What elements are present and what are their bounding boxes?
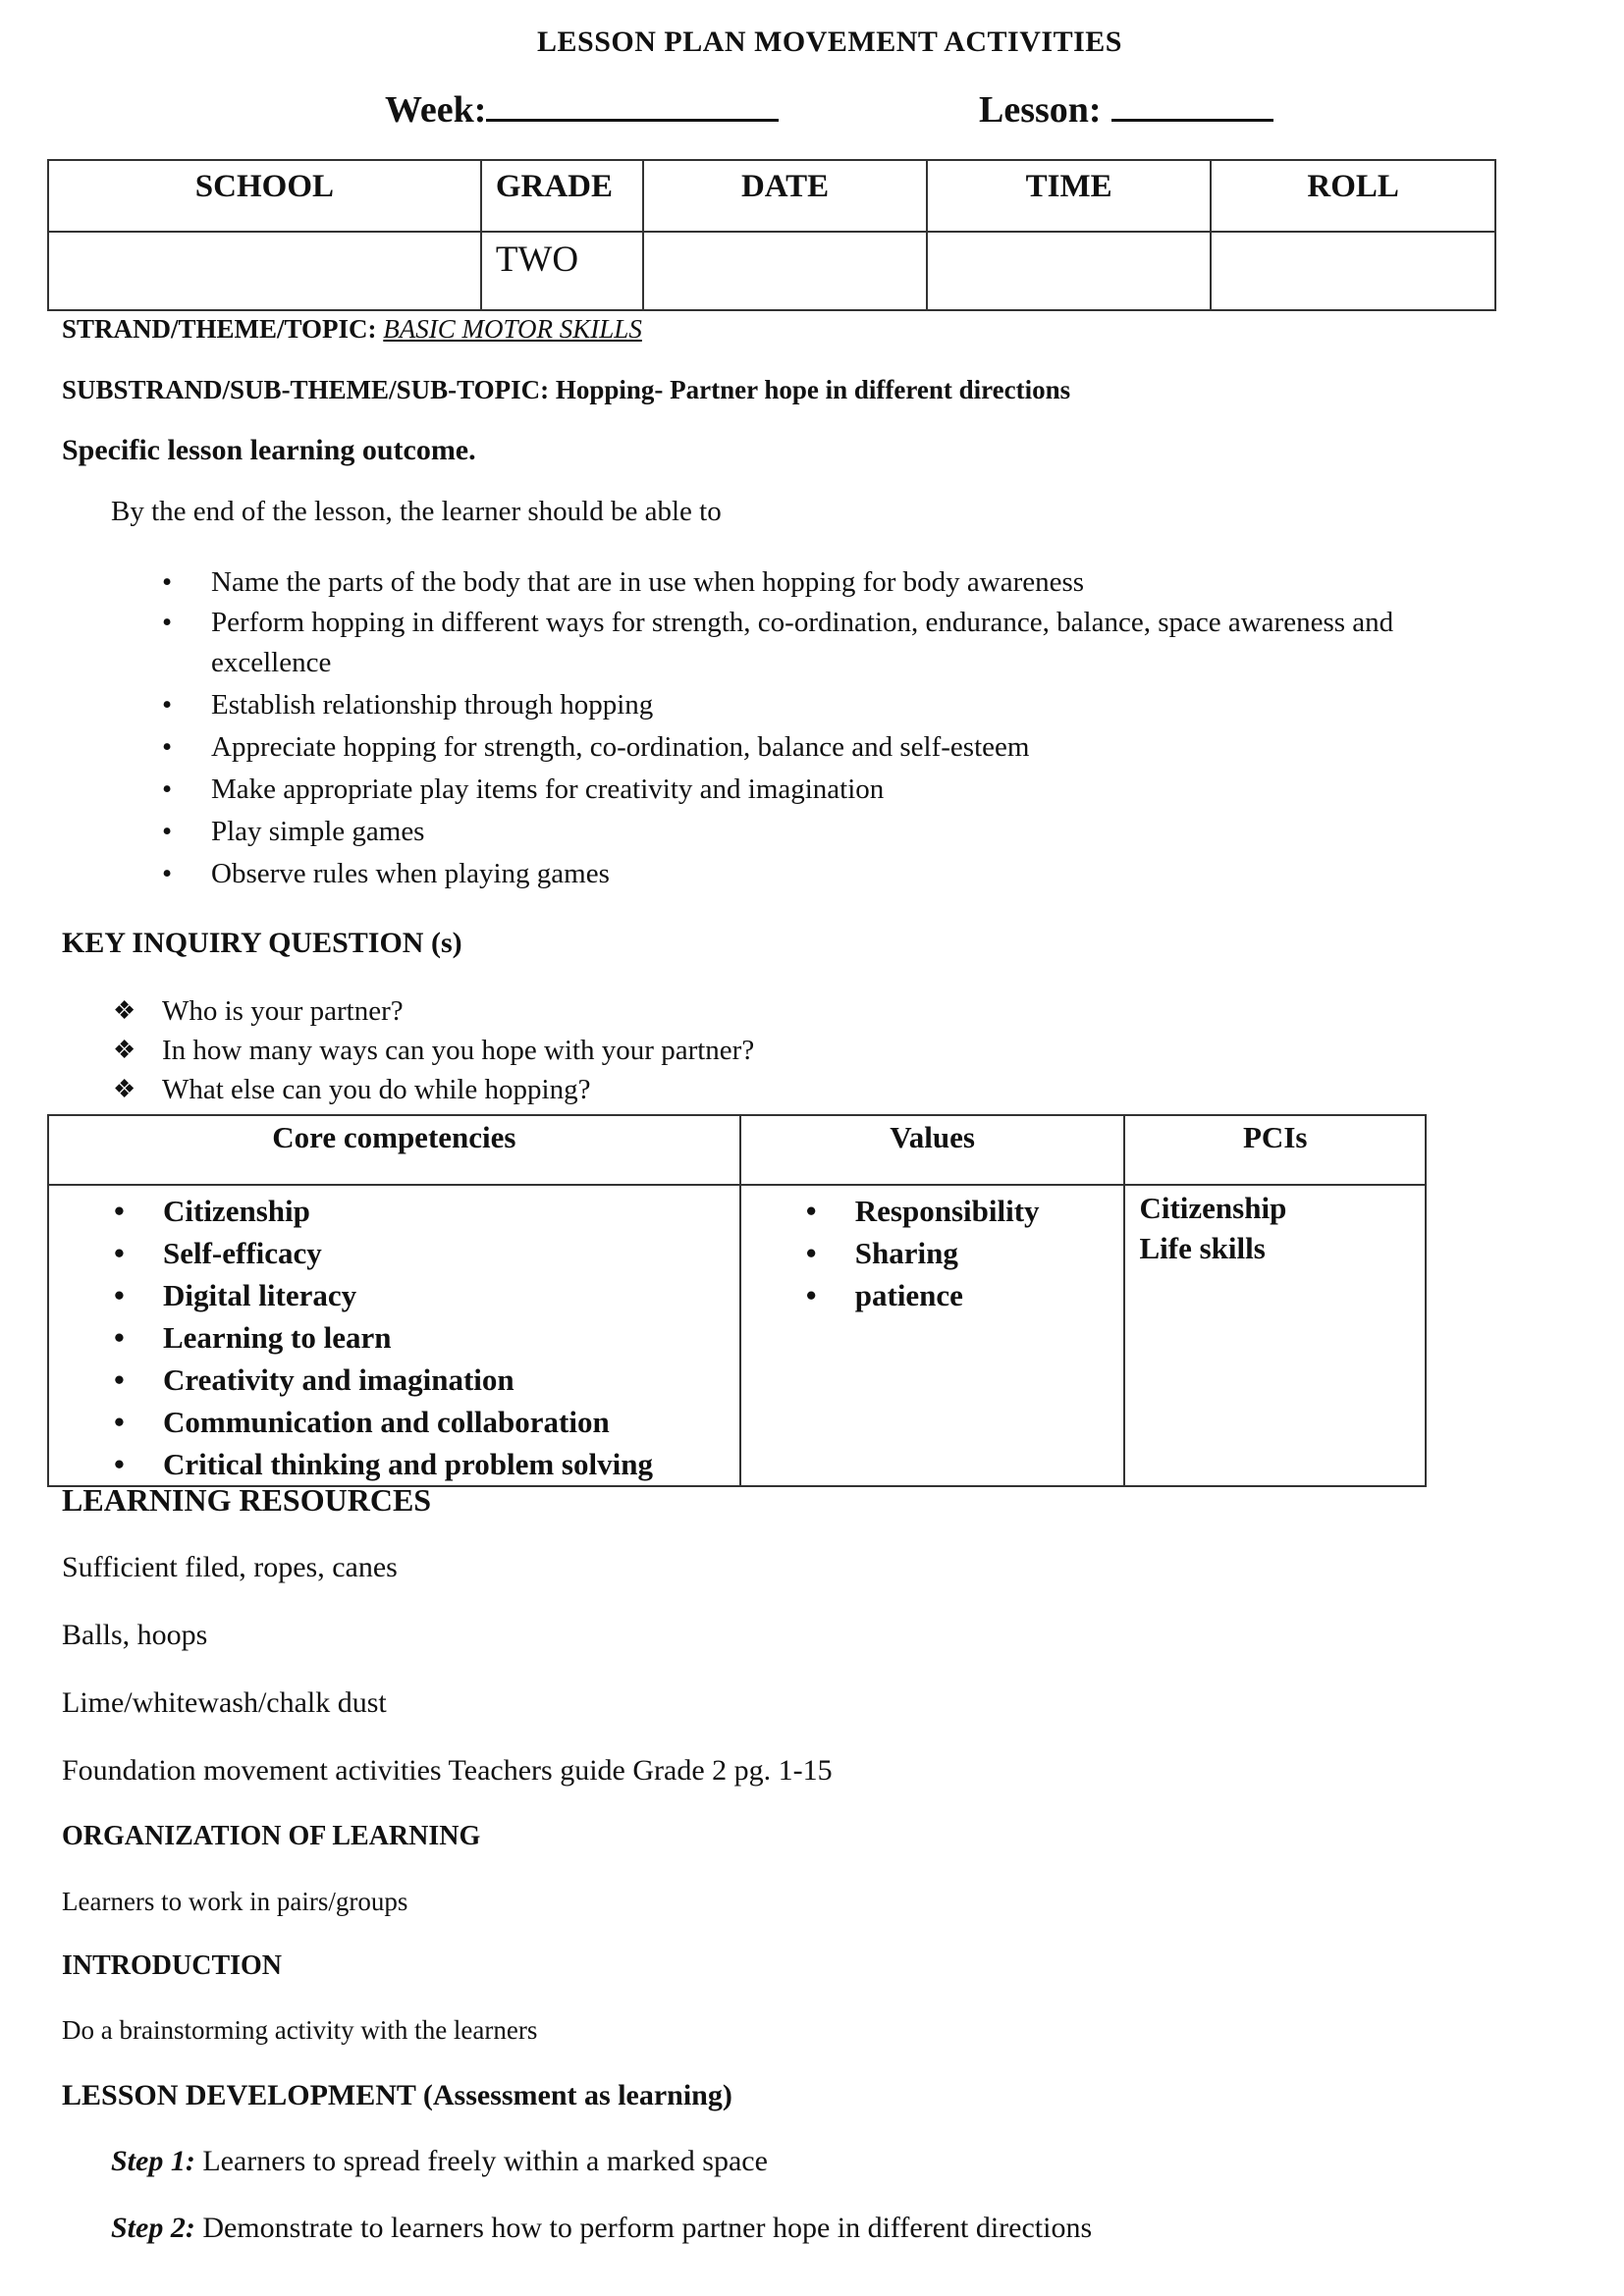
cell-roll [1211, 232, 1495, 310]
outcome-heading: Specific lesson learning outcome. [62, 434, 476, 466]
core-item: • Learning to learn [114, 1316, 739, 1359]
organization-heading: ORGANIZATION OF LEARNING [62, 1821, 481, 1851]
pcis-cell [1124, 1185, 1426, 1486]
value-item: • Sharing [806, 1232, 1124, 1274]
col-roll: ROLL [1211, 160, 1495, 232]
resource-item: Lime/whitewash/chalk dust [62, 1686, 387, 1719]
core-item: • Communication and collaboration [114, 1401, 739, 1443]
competency-table-body [48, 1185, 1426, 1486]
kiq-text: In how many ways can you hope with your partner? [162, 1035, 755, 1066]
cell-school [48, 232, 481, 310]
core-item: • Self-efficacy [114, 1232, 739, 1274]
cell-grade: TWO [481, 232, 643, 310]
header-table-head [48, 160, 1495, 232]
page-title: LESSON PLAN MOVEMENT ACTIVITIES [537, 26, 1122, 58]
diamond-bullet-icon: ❖ [113, 1075, 136, 1103]
outcome-item: • Play simple games [162, 812, 1488, 852]
substrand-value: Hopping- Partner hope in different directions [555, 375, 1071, 404]
header-table-row [48, 232, 1495, 310]
outcome-item: • Perform hopping in different ways for strength, co-ordination, endurance, balance, space awareness and excellence [162, 603, 1488, 683]
kiq-list [113, 991, 1389, 1109]
lesson-label: Lesson: [979, 89, 1102, 131]
step-2 [111, 2212, 1092, 2245]
outcome-item: • Appreciate hopping for strength, co-ordination, balance and self-esteem [162, 727, 1488, 768]
core-cell [48, 1185, 740, 1486]
organization-text: Learners to work in pairs/groups [62, 1887, 408, 1916]
step-label: Step 1: [111, 2145, 195, 2177]
core-item: • Critical thinking and problem solving [114, 1443, 739, 1485]
col-grade: GRADE [481, 160, 643, 232]
value-item: • Responsibility [806, 1190, 1124, 1232]
strand-label: STRAND/THEME/TOPIC: [62, 314, 377, 344]
core-header: Core competencies [48, 1115, 740, 1185]
outcomes-list [162, 562, 1488, 894]
outcome-item: • Make appropriate play items for creativity and imagination [162, 770, 1488, 810]
step-text: Demonstrate to learners how to perform partner hope in different directions [202, 2212, 1093, 2244]
introduction-heading: INTRODUCTION [62, 1950, 283, 1981]
outcome-intro: By the end of the lesson, the learner should be able to [111, 496, 722, 527]
resource-item: Balls, hoops [62, 1619, 208, 1651]
strand-line [62, 314, 642, 345]
cell-date [643, 232, 927, 310]
lesson-blank [1111, 119, 1273, 122]
value-item: • patience [806, 1274, 1124, 1316]
values-list [806, 1190, 1124, 1316]
outcome-item: • Establish relationship through hopping [162, 685, 1488, 725]
cell-time [927, 232, 1212, 310]
core-list [114, 1190, 739, 1485]
week-field [385, 88, 779, 132]
pci-item: Life skills [1139, 1231, 1266, 1265]
core-item: • Creativity and imagination [114, 1359, 739, 1401]
pcis-header: PCIs [1124, 1115, 1426, 1185]
core-item: • Citizenship [114, 1190, 739, 1232]
resources-heading: LEARNING RESOURCES [62, 1482, 432, 1518]
diamond-bullet-icon: ❖ [113, 1036, 136, 1064]
resource-item: Foundation movement activities Teachers guide Grade 2 pg. 1-15 [62, 1754, 833, 1787]
diamond-bullet-icon: ❖ [113, 996, 136, 1025]
kiq-text: Who is your partner? [162, 995, 404, 1027]
competency-table [47, 1114, 1427, 1487]
competency-table-head [48, 1115, 1426, 1185]
kiq-item [113, 1070, 1389, 1109]
introduction-text: Do a brainstorming activity with the learners [62, 2015, 538, 2045]
kiq-text: What else can you do while hopping? [162, 1074, 591, 1105]
resource-item: Sufficient filed, ropes, canes [62, 1551, 398, 1583]
outcome-item: • Name the parts of the body that are in use when hopping for body awareness [162, 562, 1488, 603]
step-label: Step 2: [111, 2212, 195, 2244]
development-heading: LESSON DEVELOPMENT (Assessment as learning) [62, 2079, 732, 2111]
kiq-item [113, 991, 1389, 1031]
pci-item: Citizenship [1139, 1191, 1287, 1225]
kiq-heading: KEY INQUIRY QUESTION (s) [62, 927, 462, 959]
values-header: Values [740, 1115, 1125, 1185]
values-cell [740, 1185, 1125, 1486]
week-blank [486, 119, 779, 122]
step-text: Learners to spread freely within a marked space [202, 2145, 768, 2177]
strand-value: BASIC MOTOR SKILLS [383, 314, 642, 344]
col-date: DATE [643, 160, 927, 232]
core-item: • Digital literacy [114, 1274, 739, 1316]
substrand-line [62, 375, 1070, 405]
week-label: Week: [385, 89, 487, 131]
col-school: SCHOOL [48, 160, 481, 232]
kiq-item [113, 1031, 1389, 1070]
substrand-label: SUBSTRAND/SUB-THEME/SUB-TOPIC: [62, 375, 550, 404]
header-table [47, 159, 1496, 311]
outcome-item: • Observe rules when playing games [162, 854, 1488, 894]
step-1 [111, 2145, 768, 2178]
col-time: TIME [927, 160, 1212, 232]
lesson-field [979, 88, 1273, 132]
